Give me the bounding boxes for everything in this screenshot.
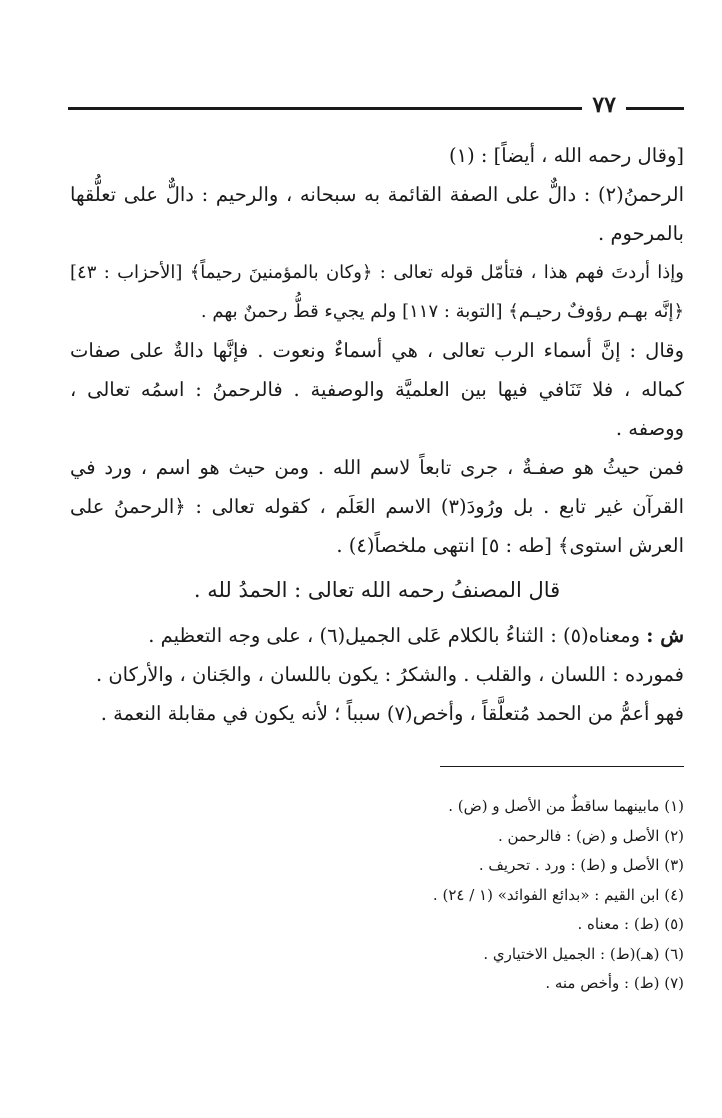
footnote-5: (٥) (ط) : معناه . [577,915,684,933]
paragraph-4: وقال : إنَّ أسماء الرب تعالى ، هي أسماءٌ ونعوت . فإنَّها دالةٌ على صفات كماله ، فلا تَنَافي فيها بين العلميَّة والوصفية . فالرحمنُ : اسمُه تعالى ، ووصفه . [70,339,684,440]
page-number: ٧٧ [582,92,626,118]
paragraph-2: الرحمنُ(٢) : دالٌّ على الصفة القائمة به سبحانه ، والرحيم : دالٌّ على تعلُّقها بالمرحوم . [70,183,684,245]
paragraph-9: فهو أعمُّ من الحمد مُتعلَّقاً ، وأخص(٧) سبباً ؛ لأنه يكون في مقابلة النعمة . [100,702,684,725]
main-text [70,136,684,733]
author-statement: قال المصنفُ رحمه الله تعالى : الحمدُ لله . [193,578,561,602]
footnote-4: (٤) ابن القيم : «بدائع الفوائد» (١ / ٢٤) . [432,885,684,904]
footnote-1: (١) مابينهما ساقطٌ من الأصل و (ض) . [448,797,684,815]
footnote-3: (٣) الأصل و (ط) : ورد . تحريف . [478,856,684,874]
paragraph-3: وإذا أردتَ فهم هذا ، فتأمّل قوله تعالى : ﴿وكان بالمؤمنينَ رحيماً﴾ [الأحزاب : ٤٣] ﴿إنَّه بهـم رؤوفٌ رحيـم﴾ [التوبة : ١١٧] ولم يجيء قطُّ رحمنٌ بهم . [70,262,684,322]
footnote-2: (٢) الأصل و (ض) : فالرحمن . [497,826,684,845]
paragraph-7-text: ومعناه(٥) : الثناءُ بالكلام عَلى الجميل(٦) ، على وجه التعظيم . [148,624,640,647]
footnote-7: (٧) (ط) : وأخص منه . [545,974,684,992]
paragraph-7 [70,616,684,655]
paragraph-1: [وقال رحمه الله ، أيضاً] : (١) [449,144,684,167]
paragraph-8: فمورده : اللسان ، والقلب . والشكرُ : يكون باللسان ، والجَنان ، والأركان . [95,663,684,686]
commentary-marker: ش : [646,624,684,647]
footnote-list [224,792,684,999]
page-header [68,90,684,120]
footnote-6: (٦) (هـ)(ط) : الجميل الاختياري . [483,944,684,963]
footnote-rule [440,766,684,767]
paragraph-5: فمن حيثُ هو صفـةٌ ، جرى تابعاً لاسم الله . ومن حيث هو اسم ، ورد في القرآن غير تابع . بل ورُودَ(٣) الاسم العَلَم ، كقوله تعالى : ﴿الرحمنُ على العرش استوى﴾ [طه : ٥] انتهى ملخصاً(٤) . [70,456,685,557]
